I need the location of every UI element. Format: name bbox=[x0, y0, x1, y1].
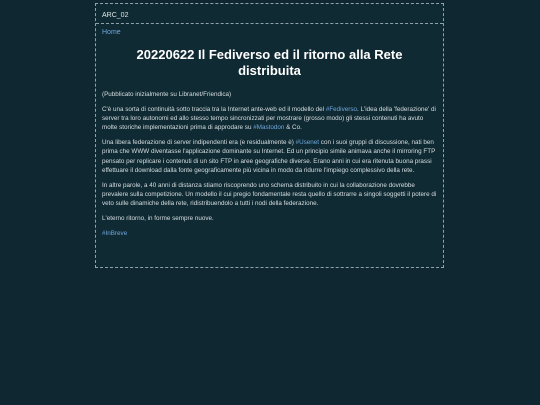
paragraph-2 bbox=[102, 138, 437, 174]
hashtag-fediverso-link[interactable]: #Fediverso bbox=[325, 106, 357, 114]
paragraph-2-text-b: con i suoi gruppi di discussione, nati ben prima che WWW diventasse l'applicazione dominante su Internet. Ed un principio simile animava anche il mirroring FTP pensato per replicare i contenuti di un sito FTP in aree geografiche diverse. Erano anni in cui era ritenuta buona prassi effettuare il download dalla fonte geograficamente più vicina in modo da ridurre l'impiego complessivo della rete. bbox=[102, 139, 436, 174]
paragraph-3: In altre parole, a 40 anni di distanza stiamo riscoprendo uno schema distribuito in cui la collaborazione dovrebbe prevalere sulla competizione. Un modello il cui pregio fondamentale resta quello di sottrarre a singoli soggetti il potere di veto sulle dinamiche della rete, ridistribuendolo a tutti i nodi della federazione. bbox=[102, 181, 437, 207]
post-title: 20220622 Il Fediverso ed il ritorno alla Rete distribuita bbox=[136, 47, 403, 78]
paragraph-1 bbox=[102, 105, 437, 132]
hashtag-inbreve-link[interactable]: #InBreve bbox=[102, 230, 128, 238]
paragraph-1-text-a: C'è una sorta di continuità sotto traccia tra la Internet ante-web ed il modello del bbox=[102, 106, 326, 114]
page-container bbox=[95, 3, 444, 268]
post-intro: (Pubblicato inizialmente su Libranet/Friendica) bbox=[102, 91, 232, 98]
paragraph-2-text-a: Una libera federazione di server indipendenti era (e residualmente è) bbox=[102, 139, 296, 147]
paragraph-1-text-b: . L'idea della 'federazione' di server tra loro autonomi ed allo stesso tempo sincronizzati per mostrare (grosso modo) gli stessi contenuti ha avuto molte storiche implementazioni prima di approdare su bbox=[102, 106, 436, 132]
home-link[interactable]: Home bbox=[102, 29, 121, 36]
paragraph-1-text-c: & Co. bbox=[284, 124, 302, 132]
footer-tags bbox=[102, 229, 437, 238]
paragraph-4: L'eterno ritorno, in forme sempre nuove. bbox=[102, 215, 214, 223]
post-body bbox=[102, 90, 437, 244]
site-name: ARC_02 bbox=[102, 12, 129, 19]
hashtag-mastodon-link[interactable]: #Mastodon bbox=[253, 124, 285, 132]
hashtag-usenet-link[interactable]: #Usenet bbox=[295, 139, 320, 147]
header-divider bbox=[96, 23, 443, 24]
